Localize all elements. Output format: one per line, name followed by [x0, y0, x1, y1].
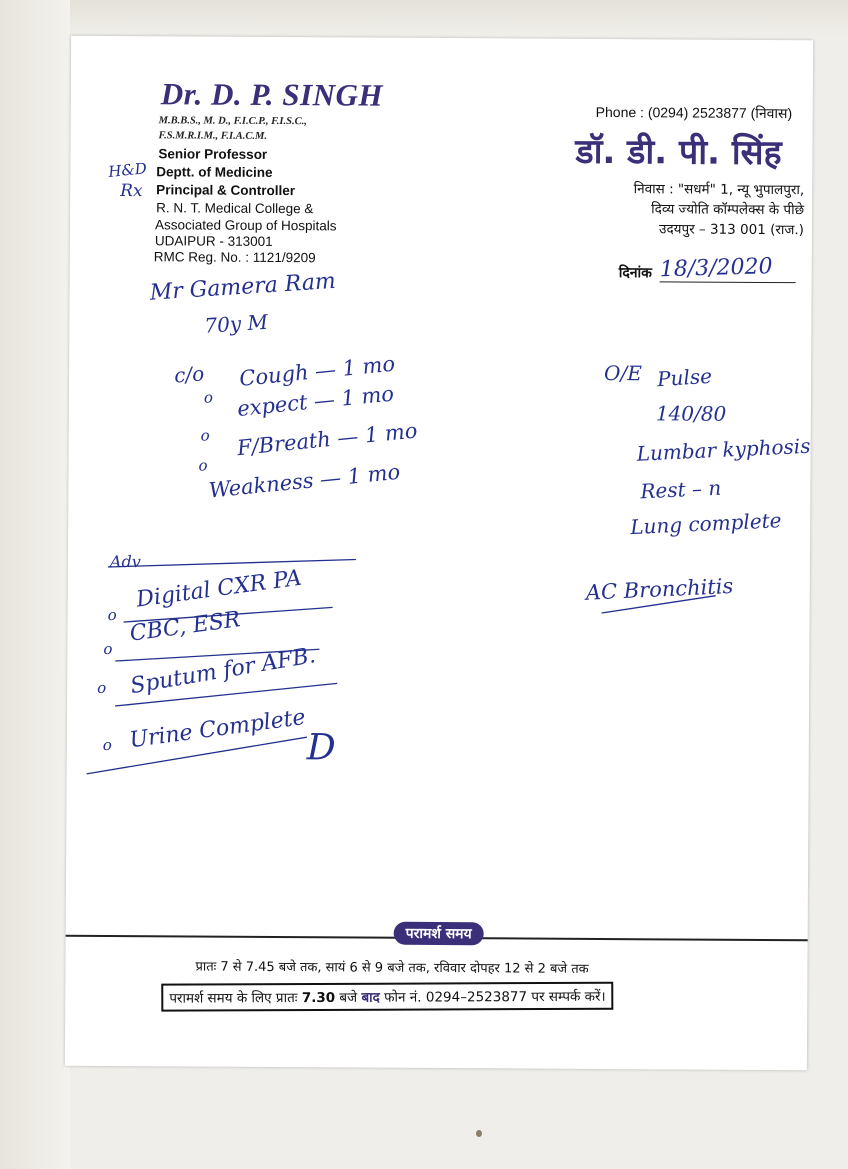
college-line-1: R. N. T. Medical College &: [156, 200, 314, 217]
underline-stroke: [115, 648, 319, 662]
advice-label: Adv: [109, 551, 141, 572]
college-line-2: Associated Group of Hospitals: [154, 217, 337, 234]
advice-bullet: o: [103, 639, 113, 659]
underline-stroke: [108, 558, 356, 569]
complaint-item: F/Breath — 1 mo: [235, 418, 419, 461]
department: Deptt. of Medicine: [156, 164, 273, 180]
appointment-notice: [161, 982, 613, 1012]
advice-bullet: o: [97, 678, 107, 697]
notice-text: परामर्श समय के लिए प्रातः: [169, 990, 302, 1007]
prescription-sheet: [65, 36, 813, 1071]
advice-bullet: o: [102, 735, 112, 755]
complaint-item: expect — 1 mo: [236, 381, 396, 421]
exam-item: Pulse: [656, 363, 713, 392]
city: UDAIPUR - 313001: [154, 233, 273, 249]
exam-item: Lumbar kyphosis: [636, 433, 811, 466]
diagnosis: AC Bronchitis: [585, 573, 734, 605]
underline-stroke: [115, 682, 337, 707]
consultation-time-badge: परामर्श समय: [394, 922, 484, 946]
patient-name: Mr Gamera Ram: [149, 268, 337, 306]
exam-label: O/E: [604, 361, 642, 386]
complaint-bullet: o: [198, 456, 208, 475]
date-label: दिनांक: [618, 265, 652, 282]
consultation-timings: प्रातः 7 से 7.45 बजे तक, सायं 6 से 9 बजे तक, रविवार दोपहर 12 से 2 बजे तक: [195, 959, 589, 977]
scan-border-top: [0, 0, 848, 40]
advice-bullet: o: [107, 605, 117, 625]
qualifications-line-2: F.S.M.R.I.M., F.I.A.C.M.: [158, 130, 268, 142]
signature: D: [306, 727, 336, 769]
address-line-2: दिव्य ज्योति कॉम्पलेक्स के पीछे: [651, 201, 805, 219]
designation: Senior Professor: [158, 146, 268, 162]
scan-speck: [476, 1130, 482, 1137]
address-line-3: उदयपुर – 313 001 (राज.): [659, 221, 805, 239]
complaint-prefix: c/o: [173, 361, 205, 388]
doctor-name: Dr. D. P. SINGH: [160, 76, 384, 113]
margin-note-hd: H&D: [107, 159, 148, 181]
exam-item: Lung complete: [629, 508, 782, 540]
notice-after: बाद: [361, 989, 380, 1006]
complaint-item: Weakness — 1 mo: [207, 459, 402, 503]
position: Principal & Controller: [156, 182, 296, 199]
underline-stroke: [602, 595, 716, 614]
underline-stroke: [87, 736, 307, 775]
address-line-1: निवास : "सधर्म" 1, न्यू भुपालपुरा,: [633, 181, 805, 199]
complaint-bullet: o: [203, 388, 214, 407]
handwritten-date: 18/3/2020: [659, 254, 773, 283]
notice-time: 7.30: [301, 989, 336, 1007]
complaint-item: Cough — 1 mo: [238, 351, 397, 391]
advice-item: Digital CXR PA: [134, 565, 304, 613]
patient-age-sex: 70y M: [203, 309, 269, 338]
exam-item: Rest – n: [639, 475, 722, 504]
scan-border-left: [0, 0, 70, 1169]
doctor-name-hindi: डॉ. डी. पी. सिंह: [575, 131, 782, 174]
notice-text: फोन नं. 0294–2523877 पर सम्पर्क करें।: [379, 988, 606, 1006]
exam-item: 140/80: [655, 401, 727, 426]
phone-number: Phone : (0294) 2523877 (निवास): [595, 103, 793, 122]
qualifications-line-1: M.B.B.S., M. D., F.I.C.P., F.I.S.C.,: [158, 115, 307, 128]
registration-number: RMC Reg. No. : 1121/9209: [153, 249, 316, 266]
advice-item: Sputum for AFB.: [128, 643, 318, 700]
handwritten-strokes: [67, 36, 814, 801]
complaint-bullet: o: [200, 426, 210, 445]
advice-item: CBC, ESR: [128, 607, 242, 647]
underline-stroke: [124, 606, 333, 623]
margin-note-rx: Rx: [120, 181, 143, 202]
advice-item: Urine Complete: [128, 704, 308, 754]
notice-text: बजे: [335, 989, 362, 1006]
